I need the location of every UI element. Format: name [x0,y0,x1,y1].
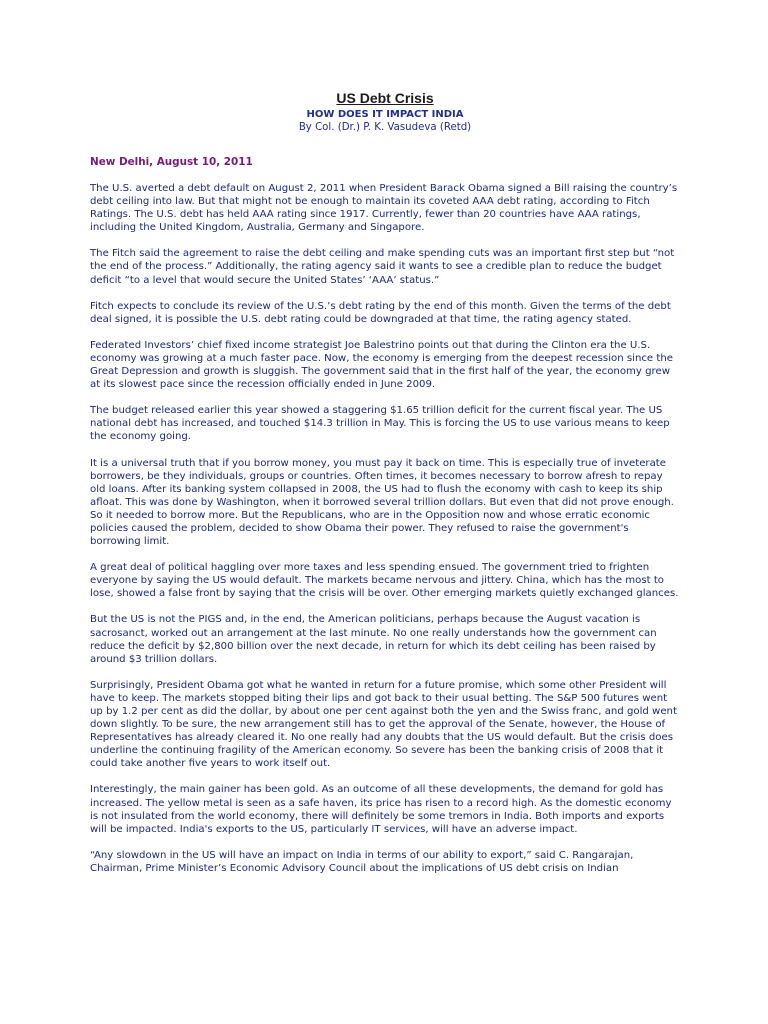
paragraph: Surprisingly, President Obama got what he wanted in return for a future promise, which some other President will have to keep. The markets stopped biting their lips and got back to their usual betting. The S&P 500 futures went up by 1.2 per cent as did the dollar, by about one per cent against both the yen and the Swiss franc, and gold went down slightly. To be sure, the new arrangement still has to get the approval of the Senate, however, the House of Representatives has already cleared it. No one really had any doubts that the US would default. But the crisis does underline the continuing fragility of the American economy. So severe has been the banking crisis of 2008 that it could take another five years to work itself out. [90,679,677,770]
paragraph: Interestingly, the main gainer has been gold. As an outcome of all these developments, the demand for gold has increased. The yellow metal is seen as a safe haven, its price has risen to a record high. As the domestic economy is not insulated from the world economy, there will definitely be some tremors in India. Both imports and exports will be impacted. India's exports to the US, particularly IT services, will have an adverse impact. [90,784,672,835]
paragraph: It is a universal truth that if you borrow money, you must pay it back on time. This is especially true of inveterate borrowers, be they individuals, groups or countries. Often times, it becomes necessary to borrow afresh to repay old loans. After its banking system collapsed in 2008, the US had to flush the economy with cash to keep its ship afloat. This was done by Washington, when it borrowed several trillion dollars. But even that did not prove enough. So it needed to borrow more. But the Republicans, who are in the Opposition now and whose erratic economic policies caused the problem, decided to show Obama their power. They refused to raise the government's borrowing limit. [90,457,674,548]
author-byline: By Col. (Dr.) P. K. Vasudeva (Retd) [298,122,472,133]
paragraph: The U.S. averted a debt default on August 2, 2011 when President Barack Obama signed a Bill raising the country’s debt ceiling into law. But that might not be enough to maintain its coveted AAA debt rating, according to Fitch Ratings. The U.S. debt has held AAA rating since 1917. Currently, fewer than 20 countries have AAA ratings, including the United Kingdom, Australia, Germany and Singapore. [90,183,678,234]
paragraph: But the US is not the PIGS and, in the end, the American politicians, perhaps because the August vacation is sacrosanct, worked out an arrangement at the last minute. No one really understands how the government can reduce the deficit by $2,800 billion over the next decade, in return for which its debt ceiling has been raised by around $3 trillion dollars. [90,614,657,665]
paragraph: The Fitch said the agreement to raise the debt ceiling and make spending cuts was an important first step but “not the end of the process.” Additionally, the rating agency said it wants to see a credible plan to reduce the budget deficit “to a level that would secure the United States’ ‘AAA’ status.” [90,248,675,286]
document-title: US Debt Crisis [336,90,434,106]
paragraph: “Any slowdown in the US will have an impact on India in terms of our ability to export,” said C. Rangarajan, Chairman, Prime Minister’s Economic Advisory Council about the implications of US debt crisis on Indian [90,849,634,874]
paragraph: The budget released earlier this year showed a staggering $1.65 trillion deficit for the current fiscal year. The US national debt has increased, and touched $14.3 trillion in May. This is forcing the US to use various means to keep the economy going. [90,405,670,443]
dateline: New Delhi, August 10, 2011 [90,156,253,168]
document-subtitle: HOW DOES IT IMPACT INDIA [306,109,464,120]
paragraph: A great deal of political haggling over more taxes and less spending ensued. The government tried to frighten everyone by saying the US would default. The markets became nervous and jittery. China, which has the most to lose, showed a false front by saying that the crisis will be over. Other emerging markets quietly exchanged glances. [90,562,679,600]
paragraph: Federated Investors’ chief fixed income strategist Joe Balestrino points out that during the Clinton era the U.S. economy was growing at a much faster pace. Now, the economy is emerging from the deepest recession since the Great Depression and growth is sluggish. The government said that in the first half of the year, the economy grew at its slowest pace since the recession officially ended in June 2009. [90,339,673,391]
paragraph: Fitch expects to conclude its review of the U.S.’s debt rating by the end of this month. Given the terms of the debt deal signed, it is possible the U.S. debt rating could be downgraded at that time, the rating agency stated. [90,300,671,325]
